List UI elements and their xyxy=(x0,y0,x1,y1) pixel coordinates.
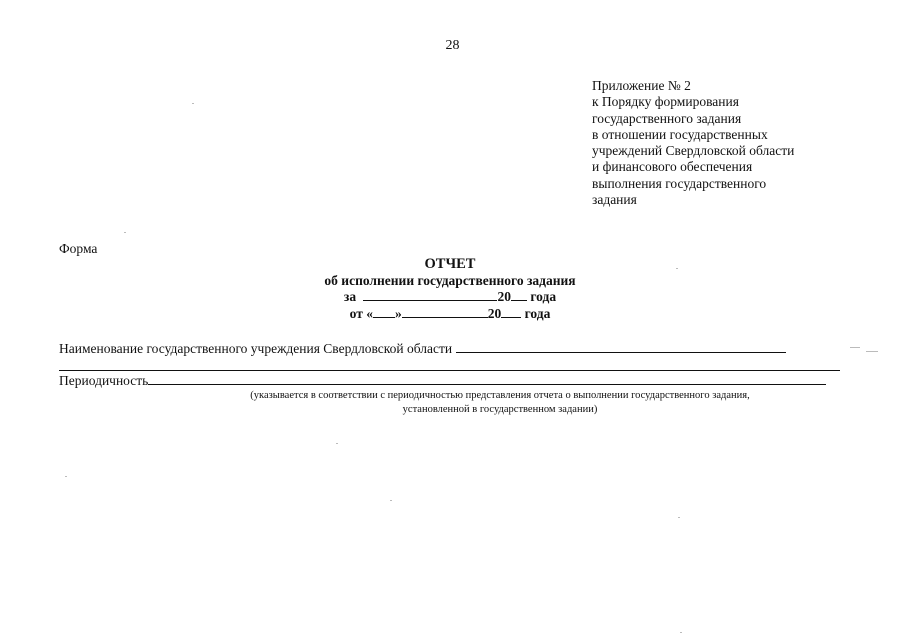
period-year-suffix: года xyxy=(530,289,557,304)
scan-speck xyxy=(390,500,392,501)
date-year-suffix: года xyxy=(524,305,551,321)
scan-speck xyxy=(192,103,194,104)
report-subtitle: об исполнении государственного задания xyxy=(324,272,576,288)
scan-speck xyxy=(866,351,878,352)
report-date-line xyxy=(250,305,650,322)
date-day-blank[interactable] xyxy=(373,305,395,318)
periodicity-field[interactable] xyxy=(148,372,826,385)
scan-speck xyxy=(680,632,682,633)
report-title-block xyxy=(250,257,650,321)
institution-field[interactable] xyxy=(456,340,786,353)
appendix-line: в отношении государственных xyxy=(592,126,768,142)
appendix-line: учреждений Свердловской области xyxy=(592,143,795,159)
period-year-prefix: 20 xyxy=(497,289,511,304)
appendix-line: к Порядку формирования xyxy=(592,94,739,110)
appendix-line: государственного задания xyxy=(592,110,742,126)
scan-speck xyxy=(124,232,126,233)
date-mid: » xyxy=(394,305,402,321)
period-prefix: за xyxy=(343,289,357,304)
date-month-blank[interactable] xyxy=(402,305,488,318)
institution-continuation-line[interactable] xyxy=(59,370,840,371)
scan-speck xyxy=(678,517,680,518)
period-year-blank[interactable] xyxy=(511,288,527,301)
periodicity-note-line: установленной в государственном задании) xyxy=(402,403,598,415)
periodicity-row xyxy=(59,372,859,389)
form-label: Форма xyxy=(59,241,98,256)
periodicity-label: Периодичность xyxy=(59,373,149,388)
periodicity-note xyxy=(150,389,850,416)
appendix-line: выполнения государственного xyxy=(592,175,767,191)
period-blank[interactable] xyxy=(363,288,497,301)
appendix-line: Приложение № 2 xyxy=(592,78,691,93)
report-title: ОТЧЕТ xyxy=(424,256,476,272)
date-year-blank[interactable] xyxy=(501,305,521,318)
scan-speck xyxy=(336,443,338,444)
report-period-line xyxy=(250,288,650,305)
appendix-block xyxy=(592,78,872,208)
page-number: 28 xyxy=(445,38,460,53)
institution-row xyxy=(59,340,859,357)
date-prefix: от « xyxy=(349,305,373,321)
date-year-prefix: 20 xyxy=(487,305,502,321)
periodicity-note-line: (указывается в соответствии с периодичностью представления отчета о выполнении государственного задания, xyxy=(250,390,750,401)
scan-speck xyxy=(65,476,67,477)
institution-label: Наименование государственного учреждения Свердловской области xyxy=(59,341,453,356)
scan-speck xyxy=(850,347,860,348)
scan-speck xyxy=(676,268,678,269)
appendix-line: задания xyxy=(592,192,637,208)
appendix-line: и финансового обеспечения xyxy=(592,159,753,175)
